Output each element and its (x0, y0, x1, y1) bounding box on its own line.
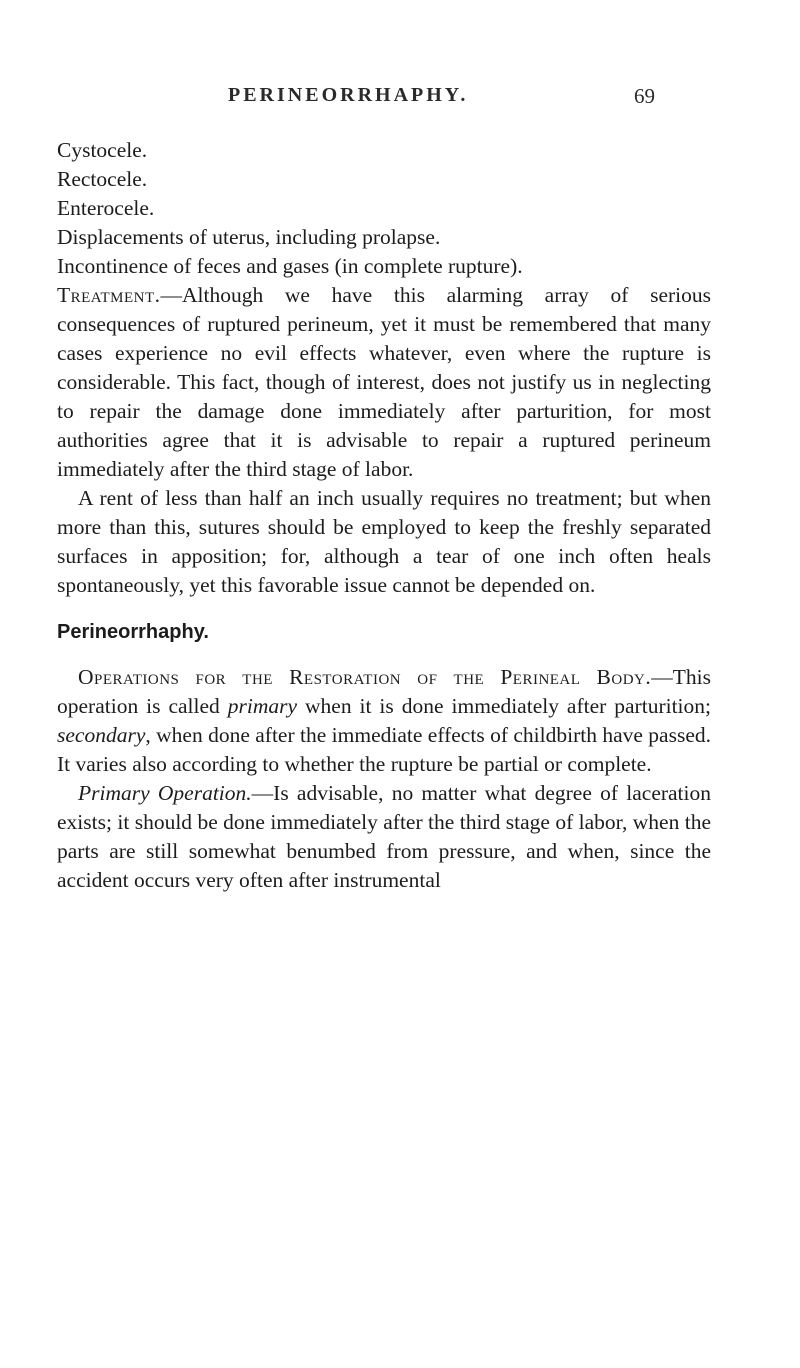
list-item: Rectocele. (57, 167, 148, 191)
operations-text-2: when it is done immediately after parturition; (297, 694, 711, 718)
section-heading: Perineorrhaphy. (57, 621, 209, 643)
operations-label: Operations for the Restoration of the Perineal Body. (78, 665, 652, 689)
list-item: Displacements of uterus, including prolapse. (57, 225, 441, 249)
operations-text-3: , when done after the immediate effects of childbirth have passed. It varies also according to whether the rupture be partial or complete. (57, 723, 711, 776)
rent-paragraph: A rent of less than half an inch usually requires no treatment; but when more than this, sutures should be employed to keep the freshly separated surfaces in apposition; for, although a tear of one inch often heals spontaneously, yet this favorable issue cannot be depended on. (57, 486, 711, 597)
operations-paragraph (57, 663, 711, 779)
list-item: Incontinence of feces and gases (in complete rupture). (57, 254, 523, 278)
treatment-label: Treatment. (57, 283, 161, 307)
consequences-list (57, 136, 711, 281)
list-item: Cystocele. (57, 138, 148, 162)
page-body (57, 136, 711, 895)
primary-operation-text: —Is advisable, no matter what degree of laceration exists; it should be done immediately after the third stage of labor, when the parts are still somewhat benumbed from pressure, and when, since the accident occurs very often after instrumental (57, 781, 712, 892)
primary-term: primary (227, 694, 298, 718)
primary-operation-paragraph (57, 779, 711, 895)
running-head-title: PERINEORRHAPHY. (228, 84, 469, 106)
secondary-term: secondary (57, 723, 146, 747)
treatment-text: —Although we have this alarming array of serious consequences of ruptured perineum, yet it must be remembered that many cases experience no evil effects whatever, even where the rupture is considerable. This fact, though of interest, does not justify us in neglecting to repair the damage done immediately after parturition, for most authorities agree that it is advisable to repair a ruptured perineum immediately after the third stage of labor. (57, 283, 711, 481)
treatment-paragraph (57, 281, 711, 484)
page-number: 69 (634, 84, 655, 108)
primary-operation-label: Primary Operation. (78, 781, 252, 805)
operations-text-1: —This operation is called (57, 665, 711, 718)
list-item: Enterocele. (57, 196, 155, 220)
